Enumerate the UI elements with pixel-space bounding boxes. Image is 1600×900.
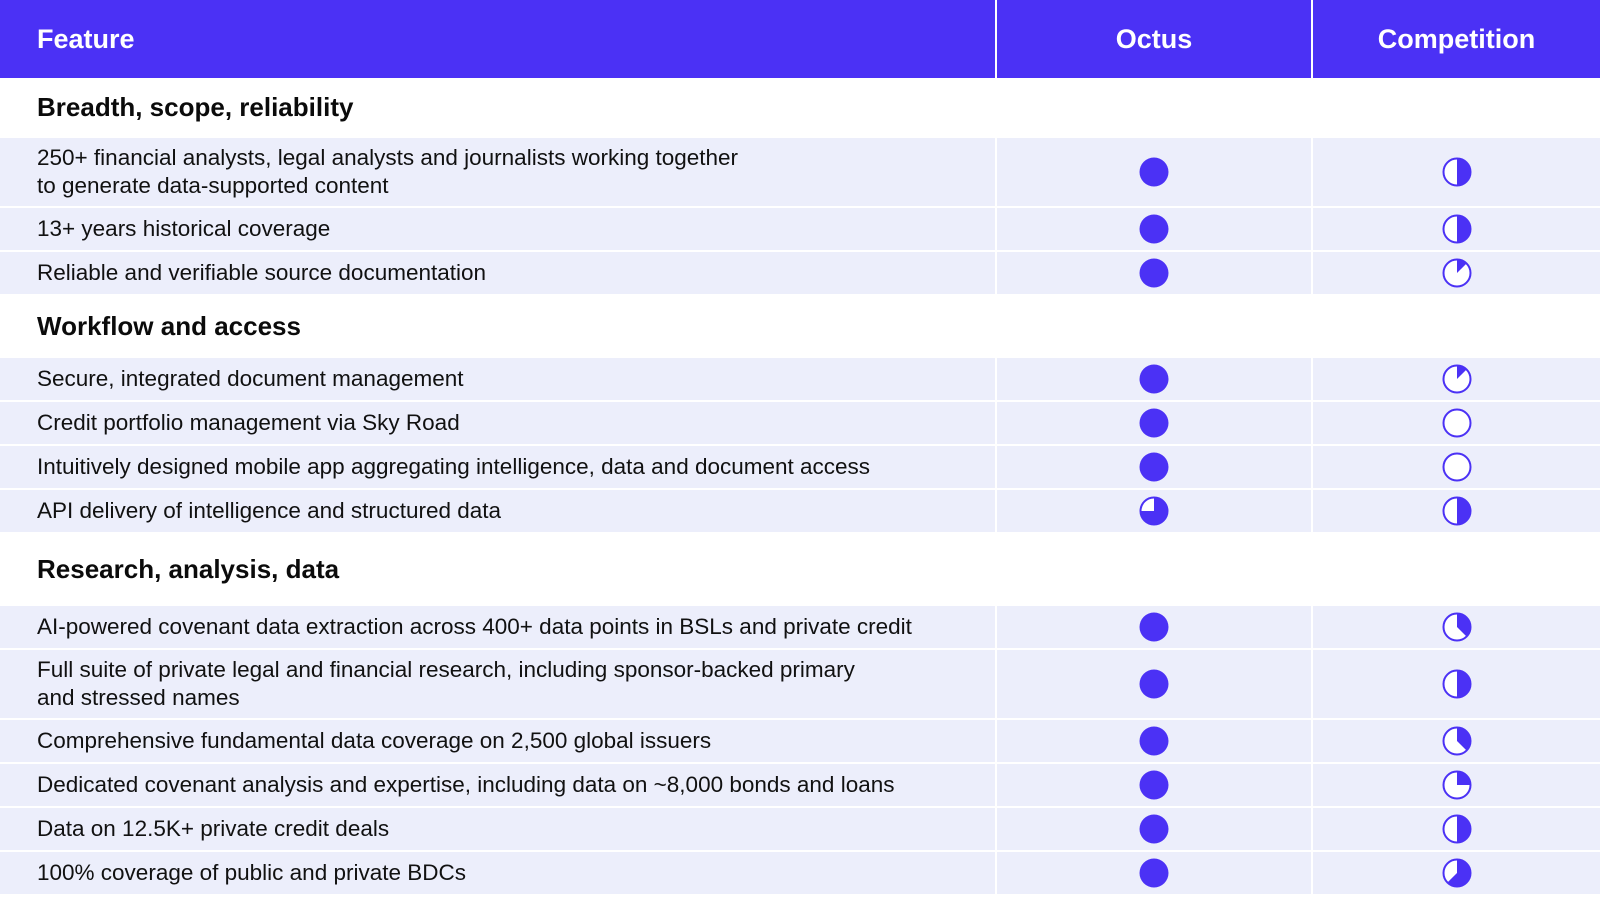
competition-partial-circle-icon <box>1441 363 1473 395</box>
octus-cell <box>997 252 1311 294</box>
feature-cell <box>0 402 995 444</box>
octus-full-circle-icon <box>1138 813 1170 845</box>
octus-full-circle-icon <box>1138 769 1170 801</box>
table-row <box>0 252 1600 294</box>
competition-half-circle-icon <box>1441 813 1473 845</box>
competition-cell <box>1313 358 1600 400</box>
feature-text: Reliable and verifiable source documentation <box>37 260 487 285</box>
competition-cell <box>1313 208 1600 250</box>
competition-empty-circle-icon <box>1441 451 1473 483</box>
table-row <box>0 606 1600 648</box>
competition-cell <box>1313 490 1600 532</box>
feature-text: Intuitively designed mobile app aggregating intelligence, data and document access <box>37 454 871 479</box>
table-row <box>0 852 1600 894</box>
feature-text: 100% coverage of public and private BDCs <box>37 860 466 885</box>
competition-cell <box>1313 252 1600 294</box>
octus-cell <box>997 606 1311 648</box>
feature-text: Credit portfolio management via Sky Road <box>37 410 460 435</box>
header-feature-label: Feature <box>37 24 135 54</box>
feature-cell <box>0 852 995 894</box>
section-title: Workflow and access <box>37 310 301 341</box>
header-octus-cell <box>997 0 1311 78</box>
table-row <box>0 764 1600 806</box>
competition-cell <box>1313 720 1600 762</box>
feature-text: API delivery of intelligence and structured data <box>37 498 502 523</box>
competition-half-circle-icon <box>1441 668 1473 700</box>
feature-cell <box>0 808 995 850</box>
feature-cell <box>0 490 995 532</box>
feature-cell <box>0 252 995 294</box>
feature-text: Data on 12.5K+ private credit deals <box>37 816 390 841</box>
section-header <box>0 78 1600 136</box>
octus-full-circle-icon <box>1138 857 1170 889</box>
feature-text: Secure, integrated document management <box>37 366 464 391</box>
header-competition-cell <box>1313 0 1600 78</box>
competition-cell <box>1313 402 1600 444</box>
competition-cell <box>1313 764 1600 806</box>
header-octus-label: Octus <box>1115 24 1193 54</box>
octus-full-circle-icon <box>1138 363 1170 395</box>
octus-cell <box>997 650 1311 718</box>
section-header <box>0 534 1600 604</box>
feature-text: Full suite of private legal and financial research, including sponsor-backed primary and stressed names <box>37 657 855 710</box>
competition-partial-circle-icon <box>1441 611 1473 643</box>
octus-cell <box>997 402 1311 444</box>
section-title: Research, analysis, data <box>37 553 340 584</box>
octus-cell <box>997 138 1311 206</box>
competition-cell <box>1313 606 1600 648</box>
competition-cell <box>1313 852 1600 894</box>
octus-cell <box>997 446 1311 488</box>
competition-empty-circle-icon <box>1441 407 1473 439</box>
feature-text: Dedicated covenant analysis and expertise, including data on ~8,000 bonds and loans <box>37 772 895 797</box>
octus-cell <box>997 358 1311 400</box>
octus-cell <box>997 808 1311 850</box>
competition-partial-circle-icon <box>1441 857 1473 889</box>
competition-partial-circle-icon <box>1441 769 1473 801</box>
octus-cell <box>997 852 1311 894</box>
octus-cell <box>997 208 1311 250</box>
octus-full-circle-icon <box>1138 611 1170 643</box>
feature-text: AI-powered covenant data extraction across 400+ data points in BSLs and private credit <box>37 614 912 639</box>
feature-text: Comprehensive fundamental data coverage on 2,500 global issuers <box>37 728 712 753</box>
octus-full-circle-icon <box>1138 668 1170 700</box>
feature-text: 13+ years historical coverage <box>37 216 331 241</box>
competition-half-circle-icon <box>1441 213 1473 245</box>
table-row <box>0 402 1600 444</box>
competition-cell <box>1313 650 1600 718</box>
competition-cell <box>1313 446 1600 488</box>
table-row <box>0 490 1600 532</box>
feature-cell <box>0 606 995 648</box>
competition-cell <box>1313 808 1600 850</box>
octus-full-circle-icon <box>1138 407 1170 439</box>
table-row <box>0 720 1600 762</box>
competition-partial-circle-icon <box>1441 257 1473 289</box>
table-header <box>0 0 1600 78</box>
feature-cell <box>0 358 995 400</box>
feature-cell <box>0 720 995 762</box>
section-title: Breadth, scope, reliability <box>37 91 354 122</box>
header-feature-cell <box>0 0 995 78</box>
feature-text: 250+ financial analysts, legal analysts and journalists working together to generate data-supported content <box>37 145 739 198</box>
table-row <box>0 808 1600 850</box>
octus-full-circle-icon <box>1138 257 1170 289</box>
octus-full-circle-icon <box>1138 213 1170 245</box>
octus-cell <box>997 720 1311 762</box>
octus-cell <box>997 764 1311 806</box>
feature-cell <box>0 650 995 718</box>
competition-partial-circle-icon <box>1441 725 1473 757</box>
competition-half-circle-icon <box>1441 156 1473 188</box>
section-header <box>0 296 1600 356</box>
octus-partial-circle-icon <box>1138 495 1170 527</box>
feature-cell <box>0 764 995 806</box>
feature-cell <box>0 446 995 488</box>
octus-cell <box>997 490 1311 532</box>
table-row <box>0 650 1600 718</box>
octus-full-circle-icon <box>1138 451 1170 483</box>
competition-half-circle-icon <box>1441 495 1473 527</box>
table-row <box>0 138 1600 206</box>
table-row <box>0 446 1600 488</box>
feature-cell <box>0 208 995 250</box>
table-row <box>0 208 1600 250</box>
header-competition-label: Competition <box>1377 24 1536 54</box>
feature-cell <box>0 138 995 206</box>
octus-full-circle-icon <box>1138 725 1170 757</box>
octus-full-circle-icon <box>1138 156 1170 188</box>
table-row <box>0 358 1600 400</box>
competition-cell <box>1313 138 1600 206</box>
